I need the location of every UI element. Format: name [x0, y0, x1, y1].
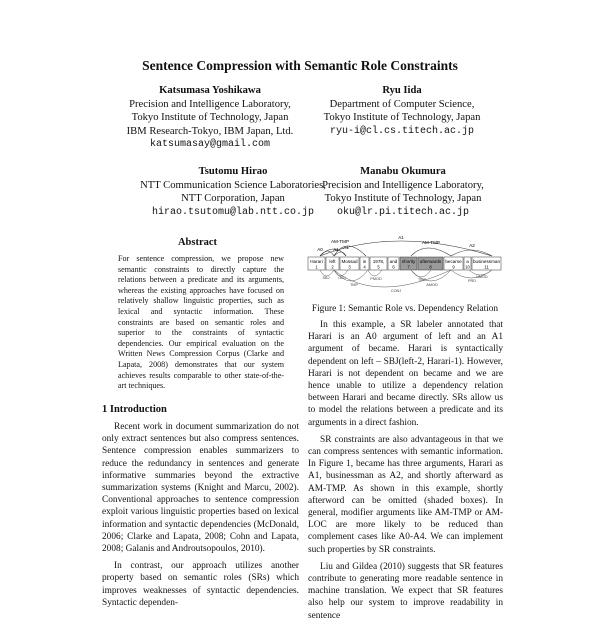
token-index: 10	[465, 264, 470, 270]
author-affiliation: Tokyo Institute of Technology, Japan	[323, 112, 481, 123]
author-affiliation: Precision and Intelligence Laboratory,	[322, 179, 484, 191]
role-label: A0	[317, 247, 323, 252]
author-affiliation: Tokyo Institute of Technology, Japan	[324, 193, 482, 204]
author-affiliation: Department of Computer Science,	[329, 98, 475, 110]
author-name: Katsumasa Yoshikawa	[159, 85, 261, 96]
figure-semantic-role-diagram	[306, 232, 504, 302]
token-word: left	[329, 259, 336, 264]
right-column	[308, 319, 503, 627]
author-affiliation: IBM Research-Tokyo, IBM Japan, Ltd.	[126, 125, 294, 137]
dependency-label: PRD	[467, 279, 477, 283]
token-index: 1	[315, 264, 318, 270]
token-word: Harari	[310, 259, 323, 264]
dependency-label: TMP	[417, 278, 427, 282]
author-block-1	[105, 84, 315, 152]
paragraph: Recent work in document summarization do not only extract sentences but also compress sentences. Sentence compression enables summarizers to reduce the redundancy in sentences and generate informative summaries beyond the extractive summarization systems (Knight and Marcu, 2002). Conventional approaches to sentence compression exploit various linguistic properties based on lexical information and syntactic dependencies (McDonald, 2006; Clarke and Lapata, 2008; Cohn and Lapata, 2008; Galanis and Androutsopoulos, 2010).	[102, 422, 299, 555]
author-affiliation: Tokyo Institute of Technology, Japan	[131, 112, 289, 123]
paragraph: In this example, a SR labeler annotated that Harari is an A0 argument of left and an A1 argument of became. Harari is syntactically dependent on left – SBJ(left-2, Harari-1). However, Harari is not dependent on became and we are hence unable to utilize a dependency relation between Harari and became directly. SRs allow us to model the relations between a predicate and its arguments in a direct fashion.	[308, 320, 503, 428]
dependency-label: PMOD	[370, 277, 382, 281]
token-index: 5	[377, 264, 380, 270]
author-name: Ryu Iida	[382, 85, 422, 96]
token-index: 4	[363, 264, 366, 270]
token-row	[308, 257, 501, 270]
abstract-text: For sentence compression, we propose new semantic constraints to directly capture the relations between a predicate and its arguments, whereas the existing approaches have focused on relatively shallow linguistic properties, such as lexical and syntactic information. These constraints are based on semantic roles and superior to the constraints of syntactic dependencies. Our empirical evaluation on the Written News Compression Corpus (Clarke and Lapata, 2008) demonstrates that our system achieves results comparable to other state-of-the-art techniques.	[118, 254, 284, 391]
token-index: 9	[452, 264, 455, 270]
dependency-label: SBJ	[322, 276, 330, 280]
token-index: 6	[392, 264, 395, 270]
role-label: A1	[333, 247, 339, 252]
role-label: AM-TMP	[330, 239, 350, 244]
token-index: 2	[331, 264, 334, 270]
left-column	[102, 421, 299, 614]
role-label: A1	[398, 235, 404, 240]
abstract-heading: Abstract	[177, 237, 218, 248]
author-affiliation: NTT Communication Science Laboratories,	[140, 179, 326, 191]
author-name: Tsutomu Hirao	[198, 166, 268, 177]
token-word: a	[466, 259, 469, 264]
author-block-4	[298, 165, 508, 219]
role-label: AM-TMP	[421, 240, 441, 245]
token-word: 1978,	[372, 259, 385, 264]
role-label: A2	[469, 243, 475, 248]
dependency-label: AMOD	[426, 283, 438, 287]
author-email: ryu-i@cl.cs.titech.ac.jp	[329, 125, 475, 137]
role-labels	[317, 235, 475, 252]
author-email: hirao.tsutomu@lab.ntt.co.jp	[151, 206, 315, 218]
token-index: 8	[429, 264, 432, 270]
dependency-label: OBJ	[338, 276, 346, 280]
paragraph: Liu and Gildea (2010) suggests that SR features contribute to generating more readable sentence in machine translation. We expect that SR features also help our system to improve readability in sentence	[308, 561, 503, 621]
author-affiliation: NTT Corporation, Japan	[181, 193, 285, 204]
paper-title: Sentence Compression with Semantic Role Constraints	[142, 58, 458, 73]
paragraph: In contrast, our approach utilizes another property based on semantic roles (SRs) which improves weaknesses of syntactic dependencies. Syntactic dependen-	[102, 561, 299, 608]
dependency-label: NMOD	[476, 275, 488, 279]
token-word: became	[445, 259, 462, 264]
dependency-label: TMP	[349, 283, 359, 287]
dependency-arcs	[320, 270, 492, 287]
dependency-label: CONJ	[390, 289, 402, 293]
token-index: 11	[484, 264, 489, 270]
token-word: Mossad	[341, 259, 358, 264]
figure-caption: Figure 1: Semantic Role vs. Dependency Relation	[311, 304, 499, 314]
token-index: 7	[407, 264, 410, 270]
paragraph: SR constraints are also advantageous in that we can compress sentences with semantic information. In Figure 1, became has three arguments, Harari as A1, businessman as A2, and shortly afterward as AM-TMP. As shown in this example, shortly afterword can be omitted (shaded boxes). In general, modifier arguments like AM-TMP or AM-LOC are more likely to be reduced than complement cases like A0-A4. We can implement such properties by SR constraints.	[308, 434, 503, 555]
dependency-labels	[323, 275, 489, 293]
author-block-2	[297, 84, 507, 138]
token-index: 3	[348, 264, 351, 270]
token-word: in	[362, 259, 367, 264]
author-email: oku@lr.pi.titech.ac.jp	[336, 206, 470, 218]
section-heading: 1 Introduction	[102, 404, 167, 415]
token-word: afterwards	[419, 259, 442, 264]
author-email: katsumasay@gmail.com	[149, 139, 271, 150]
token-word: and	[389, 259, 398, 264]
token-word: businessman	[472, 259, 501, 264]
role-label: A1	[343, 245, 349, 250]
author-affiliation: Precision and Intelligence Laboratory,	[129, 98, 291, 110]
token-word: shortly	[401, 259, 416, 264]
author-name: Manabu Okumura	[360, 166, 446, 177]
